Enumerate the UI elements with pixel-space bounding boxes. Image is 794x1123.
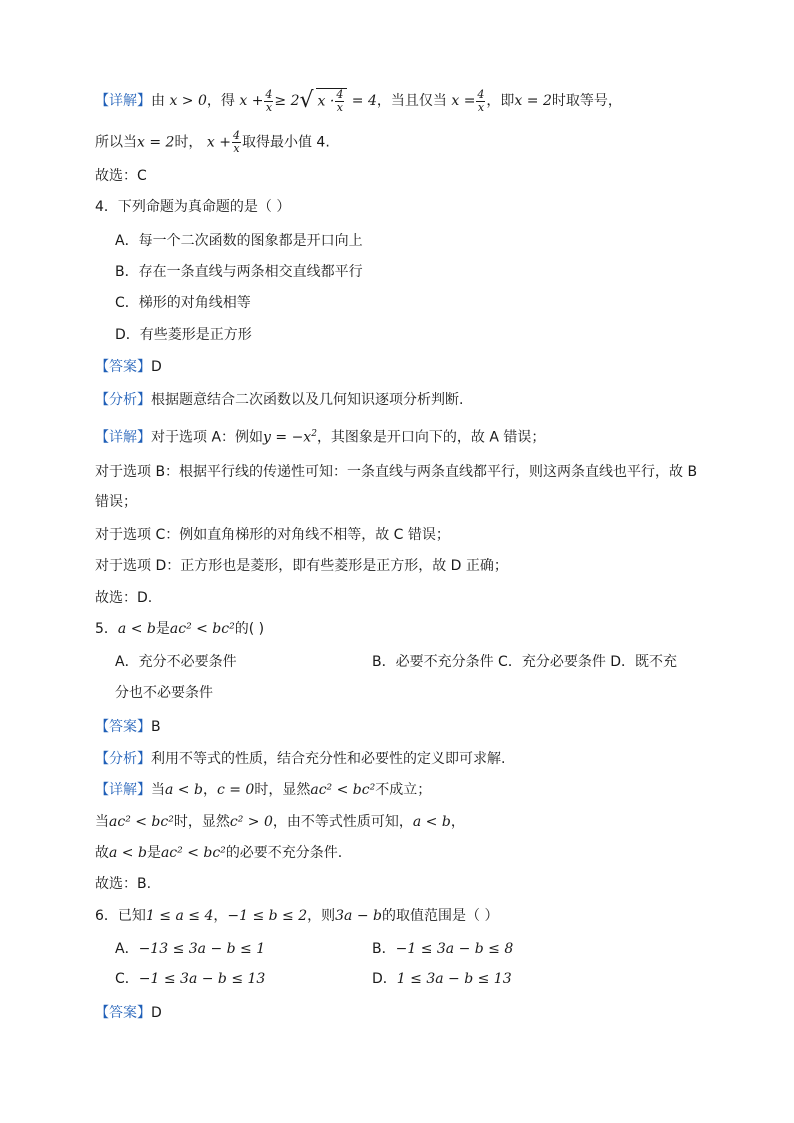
text: 时，显然 [173,814,230,830]
question-5-stem [95,619,264,639]
text: 是 [155,621,170,637]
q6-option-c [115,969,265,989]
superscript: 2 [311,429,317,439]
q4-detail-3: 对于选项 C：例如直角梯形的对角线不相等，故 C 错误； [95,527,450,543]
fraction [232,130,241,155]
denominator: x [265,100,273,114]
option-label: A． [115,941,139,957]
q4-option-d: D．有些菱形是正方形 [115,327,252,343]
math: x + [206,134,231,151]
q4-option-c: C．梯形的对角线相等 [115,295,251,311]
math: a < b [412,814,451,830]
numerator: 4 [336,88,344,101]
math: = 4 [351,93,377,109]
text: 的( ) [234,621,265,637]
q6-option-b [372,939,513,959]
q5-analysis [95,749,505,769]
text: ，即 [486,93,515,109]
math: y = −x [263,429,312,446]
math: −1 ≤ b ≤ 2 [227,908,308,924]
text: 是 [146,845,161,861]
text: ，其图象是开口向下的，故 A 错误； [316,429,546,446]
answer-value: B [151,719,161,735]
text: 当 [95,814,109,830]
text: ，得 [206,93,235,109]
answer-tag: 【答案】 [95,359,151,375]
math: x = [451,93,476,109]
detail-tag: 【详解】 [95,93,151,109]
detail-line-1 [95,88,622,114]
text: 对于选项 A：例如 [151,429,264,446]
text: ， [213,908,228,924]
q4-detail-2: 对于选项 B：根据平行线的传递性可知：一条直线与两条直线都平行，则这两条直线也平行，故 B [95,464,698,480]
math: −1 ≤ 3a − b ≤ 13 [138,971,266,987]
choose-line: 故选：C [95,168,147,184]
math: a < b [117,621,156,637]
numerator: 4 [477,87,485,101]
answer-value: D [151,1005,162,1021]
text: 所以当 [95,134,137,151]
detail-tag: 【详解】 [95,429,151,446]
sqrt-icon: √ [299,88,314,113]
fraction [335,89,344,114]
detail-line-2 [95,130,330,155]
q4-choose: 故选：D. [95,590,153,606]
text: 时，显然 [254,782,311,798]
q4-answer [95,357,162,377]
q4-detail-4: 对于选项 D：正方形也是菱形，即有些菱形是正方形，故 D 正确； [95,558,508,574]
question-4-stem: 4．下列命题为真命题的是（ ） [95,199,291,215]
math: ac² < bc² [310,782,376,798]
text: ，由不等式性质可知， [272,814,413,830]
math: a < b [165,782,203,798]
math: x + [239,93,264,109]
text: ， [450,814,465,830]
denominator: x [233,142,240,155]
math: x · [317,93,335,110]
analysis-tag: 【分析】 [95,751,151,767]
q4-detail-1 [95,424,545,448]
q4-option-a: A．每一个二次函数的图象都是开口向上 [115,233,363,249]
q6-option-d [372,969,512,989]
math: −1 ≤ 3a − b ≤ 8 [395,941,514,957]
answer-tag: 【答案】 [95,719,151,735]
text: 6．已知 [95,908,146,924]
math: x = 2 [137,134,175,151]
analysis-text: 根据题意结合二次函数以及几何知识逐项分析判断. [151,392,464,408]
text: 时， [174,134,203,151]
text: ， [202,782,217,798]
text: 故 [95,845,109,861]
math: c = 0 [216,782,255,798]
detail-tag: 【详解】 [95,782,151,798]
answer-tag: 【答案】 [95,1005,151,1021]
text: 取得最小值 4. [241,134,330,151]
math: 1 ≤ a ≤ 4 [145,908,214,924]
q5-option-a: A．充分不必要条件 [115,654,237,670]
sqrt-body [316,88,348,114]
question-6-stem [95,906,498,926]
denominator: x [336,101,343,114]
text: 5． [95,621,118,637]
math: 1 ≤ 3a − b ≤ 13 [396,971,512,987]
math: a < b [109,845,147,861]
answer-value: D [151,359,162,375]
q6-option-a [115,939,265,959]
text: 时取等号， [551,93,622,109]
numerator: 4 [232,129,240,142]
math: ac² < bc² [160,845,226,861]
q4-option-b: B．存在一条直线与两条相交直线都平行 [115,264,363,280]
math: ≥ 2 [274,93,300,109]
math: 3a − b [335,908,382,924]
math: c² > 0 [229,814,273,830]
text: ，当且仅当 [376,93,447,109]
analysis-text: 利用不等式的性质，结合充分性和必要性的定义即可求解. [151,751,506,767]
option-label: D． [372,971,397,987]
numerator: 4 [265,87,273,101]
fraction [476,89,485,114]
text: 由 [151,93,165,109]
text: ，则 [307,908,336,924]
fraction [264,89,273,114]
q4-detail-2b: 错误； [95,494,137,510]
analysis-tag: 【分析】 [95,392,151,408]
math: −13 ≤ 3a − b ≤ 1 [138,941,266,957]
q5-detail-2 [95,812,465,832]
q5-options-cont: 分也不必要条件 [115,685,213,701]
text: 的取值范围是（ ） [382,908,499,924]
text: 当 [151,782,165,798]
math: x > 0 [169,93,207,109]
denominator: x [477,100,485,114]
q5-detail-1 [95,780,431,800]
q5-options-bcd: B．必要不充分条件 C．充分必要条件 D．既不充 [372,654,678,670]
option-label: C． [115,971,139,987]
math: ac² < bc² [109,814,174,830]
option-label: B． [372,941,396,957]
math: x = 2 [514,93,552,109]
text: 的必要不充分条件. [225,845,343,861]
q5-detail-3 [95,843,342,863]
q5-choose: 故选：B. [95,876,152,892]
q4-analysis [95,390,463,410]
text: 不成立； [375,782,432,798]
math: ac² < bc² [169,621,235,637]
q5-answer [95,717,161,737]
q6-answer [95,1003,162,1023]
